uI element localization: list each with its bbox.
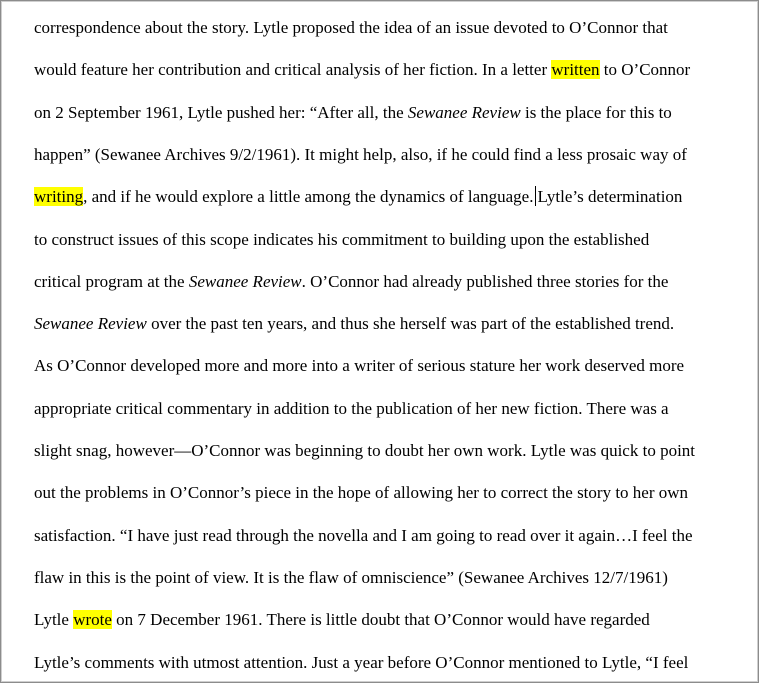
text-run: flaw in this is the point of view. It is the flaw of omniscience” (Sewanee Archives 12/7/1961) bbox=[34, 567, 668, 587]
text-line bbox=[34, 642, 688, 683]
text-line bbox=[34, 7, 668, 49]
text-line bbox=[34, 515, 693, 557]
text-run: out the problems in O’Connor’s piece in the hope of allowing her to correct the story to her own bbox=[34, 483, 689, 503]
text-run: on 7 December 1961. There is little doubt that O’Connor would have regarded bbox=[111, 610, 650, 630]
text-run: Lytle’s determination bbox=[537, 187, 683, 207]
text-line bbox=[34, 388, 669, 430]
text-run: is the place for this to bbox=[520, 102, 672, 122]
text-line bbox=[34, 92, 672, 134]
text-line bbox=[34, 430, 695, 472]
italic-title: Sewanee Review bbox=[188, 271, 302, 291]
italic-title: Sewanee Review bbox=[407, 102, 521, 122]
text-line bbox=[34, 303, 674, 345]
highlighted-word: written bbox=[551, 60, 600, 80]
highlighted-word: wrote bbox=[73, 610, 112, 630]
text-line bbox=[34, 557, 668, 599]
text-run: critical program at the bbox=[34, 271, 189, 291]
text-run: Lytle bbox=[34, 610, 74, 630]
text-line bbox=[34, 599, 650, 641]
text-run: correspondence about the story. Lytle proposed the idea of an issue devoted to O’Connor that bbox=[34, 18, 668, 37]
text-run: to O’Connor bbox=[599, 60, 691, 80]
text-run: Lytle’s comments with utmost attention. Just a year before O’Connor mentioned to Lytle, “I feel bbox=[34, 652, 689, 672]
text-run: to construct issues of this scope indicates his commitment to building upon the established bbox=[34, 229, 650, 249]
text-line bbox=[34, 261, 668, 303]
text-line bbox=[34, 134, 687, 176]
text-run: , and if he would explore a little among the dynamics of language. bbox=[83, 187, 534, 207]
text-run: satisfaction. “I have just read through the novella and I am going to read over it again…I feel the bbox=[34, 525, 693, 545]
text-run: As O’Connor developed more and more into a writer of serious stature her work deserved more bbox=[34, 356, 685, 376]
text-run: appropriate critical commentary in addition to the publication of her new fiction. There was a bbox=[34, 398, 669, 418]
text-run: . O’Connor had already published three stories for the bbox=[301, 271, 669, 291]
text-line bbox=[34, 49, 690, 91]
text-line bbox=[34, 176, 682, 218]
text-run: on 2 September 1961, Lytle pushed her: “After all, the bbox=[34, 102, 408, 122]
text-line bbox=[34, 219, 649, 261]
text-line bbox=[34, 345, 684, 387]
text-run: slight snag, however—O’Connor was beginning to doubt her own work. Lytle was quick to point bbox=[34, 441, 696, 460]
text-run: would feature her contribution and critical analysis of her fiction. In a letter bbox=[34, 60, 552, 80]
text-run: happen” (Sewanee Archives 9/2/1961). It might help, also, if he could find a less prosaic way of bbox=[34, 144, 687, 164]
italic-title: Sewanee Review bbox=[34, 314, 147, 334]
text-run: over the past ten years, and thus she herself was part of the established trend. bbox=[146, 314, 675, 334]
text-line bbox=[34, 472, 688, 514]
highlighted-word: writing bbox=[34, 187, 84, 207]
